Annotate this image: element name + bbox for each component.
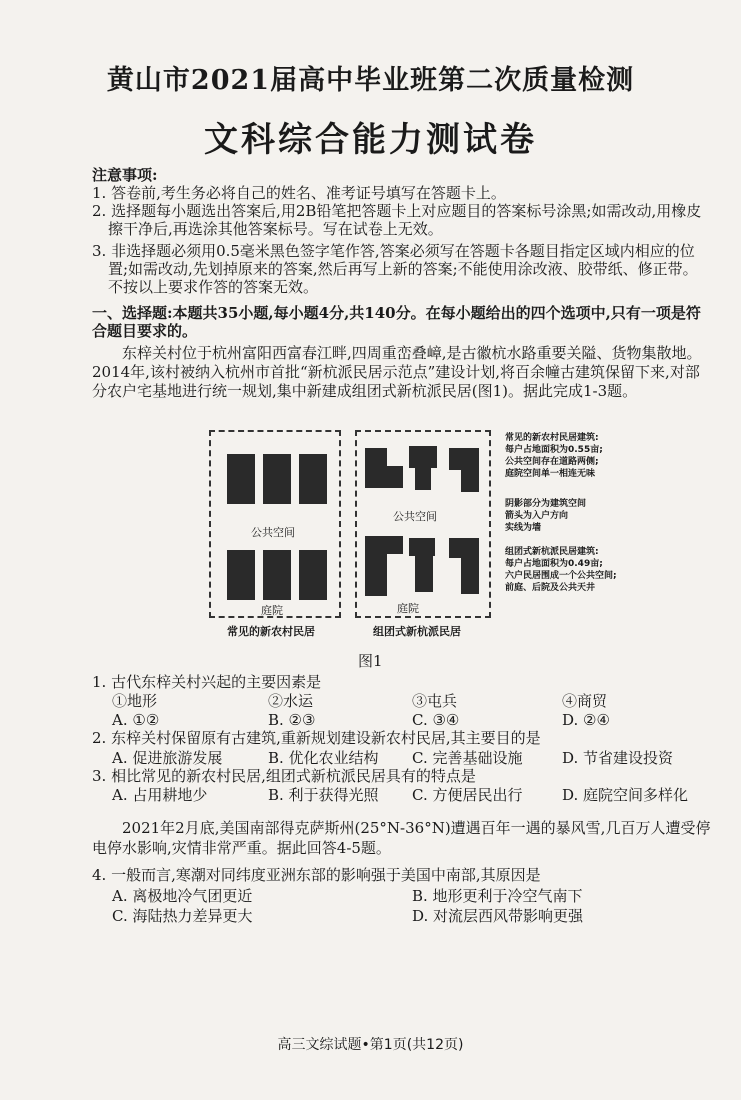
q2-option-b[interactable]: B. 优化农业结构: [268, 749, 379, 767]
house-block: [449, 448, 479, 470]
legend-line: 庭院空间单一相连无味: [505, 469, 596, 479]
right-public-label: 公共空间: [393, 510, 437, 523]
legend-symbols: [505, 498, 705, 534]
q1-item: ③屯兵: [412, 692, 458, 710]
left-yard-label: 庭院: [261, 604, 283, 617]
q1-item: ②水运: [268, 692, 314, 710]
figure-left-panel: [209, 430, 341, 618]
page-footer: 高三文综试题•第1页(共12页): [277, 1037, 464, 1053]
legend-line: 实线为墙: [505, 523, 542, 533]
section1-heading: 一、选择题:本题共35小题,每小题4分,共140分。在每小题给出的四个选项中,只有一项是符合题目要求的。: [92, 304, 701, 340]
legend-line: 常见的新农村民居建筑:: [505, 433, 599, 443]
house-block: [415, 556, 433, 592]
question-1-stem: 1. 古代东梓关村兴起的主要因素是: [92, 673, 322, 691]
q2-option-a[interactable]: A. 促进旅游发展: [112, 749, 223, 767]
q3-option-c[interactable]: C. 方便居民出行: [412, 786, 523, 804]
legend-line: 组团式新杭派民居建筑:: [505, 547, 599, 557]
house-block: [263, 454, 291, 504]
left-public-label: 公共空间: [251, 526, 295, 539]
q1-item: ①地形: [112, 692, 158, 710]
q1-item: ④商贸: [562, 692, 608, 710]
passage-1: 东梓关村位于杭州富阳西富春江畔,四周重峦叠嶂,是古徽杭水路重要关隘、货物集散地。2014年,该村被纳入杭州市首批“新杭派民居示范点”建设计划,将百余幢古建筑保留下来,对部分农户宅基地进行统一规划,集中新建成组团式新杭派民居(图1)。据此完成1-3题。: [92, 344, 702, 400]
legend-line: 每户占地面积为0.49亩;: [505, 559, 603, 569]
legend-common: [505, 432, 705, 480]
q2-option-d[interactable]: D. 节省建设投资: [562, 749, 674, 767]
house-block: [227, 454, 255, 504]
house-block: [227, 550, 255, 600]
question-4-stem: 4. 一般而言,寒潮对同纬度亚洲东部的影响强于美国中南部,其原因是: [92, 866, 541, 884]
figure-number: 图1: [358, 652, 383, 670]
legend-cluster: [505, 546, 705, 594]
question-2-stem: 2. 东梓关村保留原有古建筑,重新规划建设新农村民居,其主要目的是: [92, 729, 541, 747]
house-block: [461, 558, 479, 594]
q3-option-a[interactable]: A. 占用耕地少: [112, 786, 208, 804]
q1-option-d[interactable]: D. ②④: [562, 711, 610, 729]
note-item: 1. 答卷前,考生务必将自己的姓名、准考证号填写在答题卡上。: [92, 184, 506, 202]
right-yard-label: 庭院: [397, 602, 419, 615]
question-3-stem: 3. 相比常见的新农村民居,组团式新杭派民居具有的特点是: [92, 767, 476, 785]
left-caption: 常见的新农村民居: [227, 625, 315, 638]
house-block: [365, 536, 387, 596]
q4-option-b[interactable]: B. 地形更利于冷空气南下: [412, 887, 583, 905]
q4-option-d[interactable]: D. 对流层西风带影响更强: [412, 907, 584, 925]
exam-subtitle: 文科综合能力测试卷: [204, 120, 537, 160]
house-block: [365, 448, 387, 488]
legend-line: 箭头为入户方向: [505, 511, 569, 521]
house-block: [387, 536, 403, 554]
exam-title: 黄山市2021届高中毕业班第二次质量检测: [106, 65, 635, 96]
q4-option-c[interactable]: C. 海陆热力差异更大: [112, 907, 253, 925]
figure-right-panel: [355, 430, 491, 618]
note-item: 2. 选择题每小题选出答案后,用2B铅笔把答题卡上对应题目的答案标号涂黑;如需改动,用橡皮擦干净后,再选涂其他答案标号。写在试卷上无效。: [92, 202, 702, 238]
figure-1: [205, 428, 713, 638]
house-block: [263, 550, 291, 600]
q2-option-c[interactable]: C. 完善基础设施: [412, 749, 523, 767]
legend-line: 六户民居围成一个公共空间;: [505, 571, 617, 581]
legend-line: 每户占地面积为0.55亩;: [505, 445, 603, 455]
notes-heading: 注意事项:: [92, 166, 158, 184]
legend-line: 公共空间存在道路两侧;: [505, 457, 599, 467]
house-block: [299, 454, 327, 504]
q4-option-a[interactable]: A. 离极地冷气团更近: [112, 887, 253, 905]
house-block: [461, 470, 479, 492]
q1-option-a[interactable]: A. ①②: [112, 711, 160, 729]
right-caption: 组团式新杭派民居: [373, 625, 461, 638]
legend-line: 前庭、后院及公共天井: [505, 583, 596, 593]
house-block: [299, 550, 327, 600]
q1-option-c[interactable]: C. ③④: [412, 711, 460, 729]
q3-option-d[interactable]: D. 庭院空间多样化: [562, 786, 689, 804]
note-item: 3. 非选择题必须用0.5毫米黑色签字笔作答,答案必须写在答题卡各题目指定区域内相应的位置;如需改动,先划掉原来的答案,然后再写上新的答案;不能使用涂改液、胶带纸、修正带。不按以上要求作答的答案无效。: [92, 242, 698, 296]
house-block: [415, 468, 431, 490]
notes-block: [92, 166, 712, 296]
house-block: [449, 538, 479, 558]
legend-line: 阴影部分为建筑空间: [505, 499, 587, 509]
q3-option-b[interactable]: B. 利于获得光照: [268, 786, 379, 804]
house-block: [409, 446, 437, 468]
house-block: [409, 538, 435, 556]
passage-2: 2021年2月底,美国南部得克萨斯州(25°N-36°N)遭遇百年一遇的暴风雪,几百万人遭受停电停水影响,灾情非常严重。据此回答4-5题。: [92, 819, 711, 857]
house-block: [387, 466, 403, 488]
q1-option-b[interactable]: B. ②③: [268, 711, 316, 729]
section-heading: [92, 304, 712, 340]
